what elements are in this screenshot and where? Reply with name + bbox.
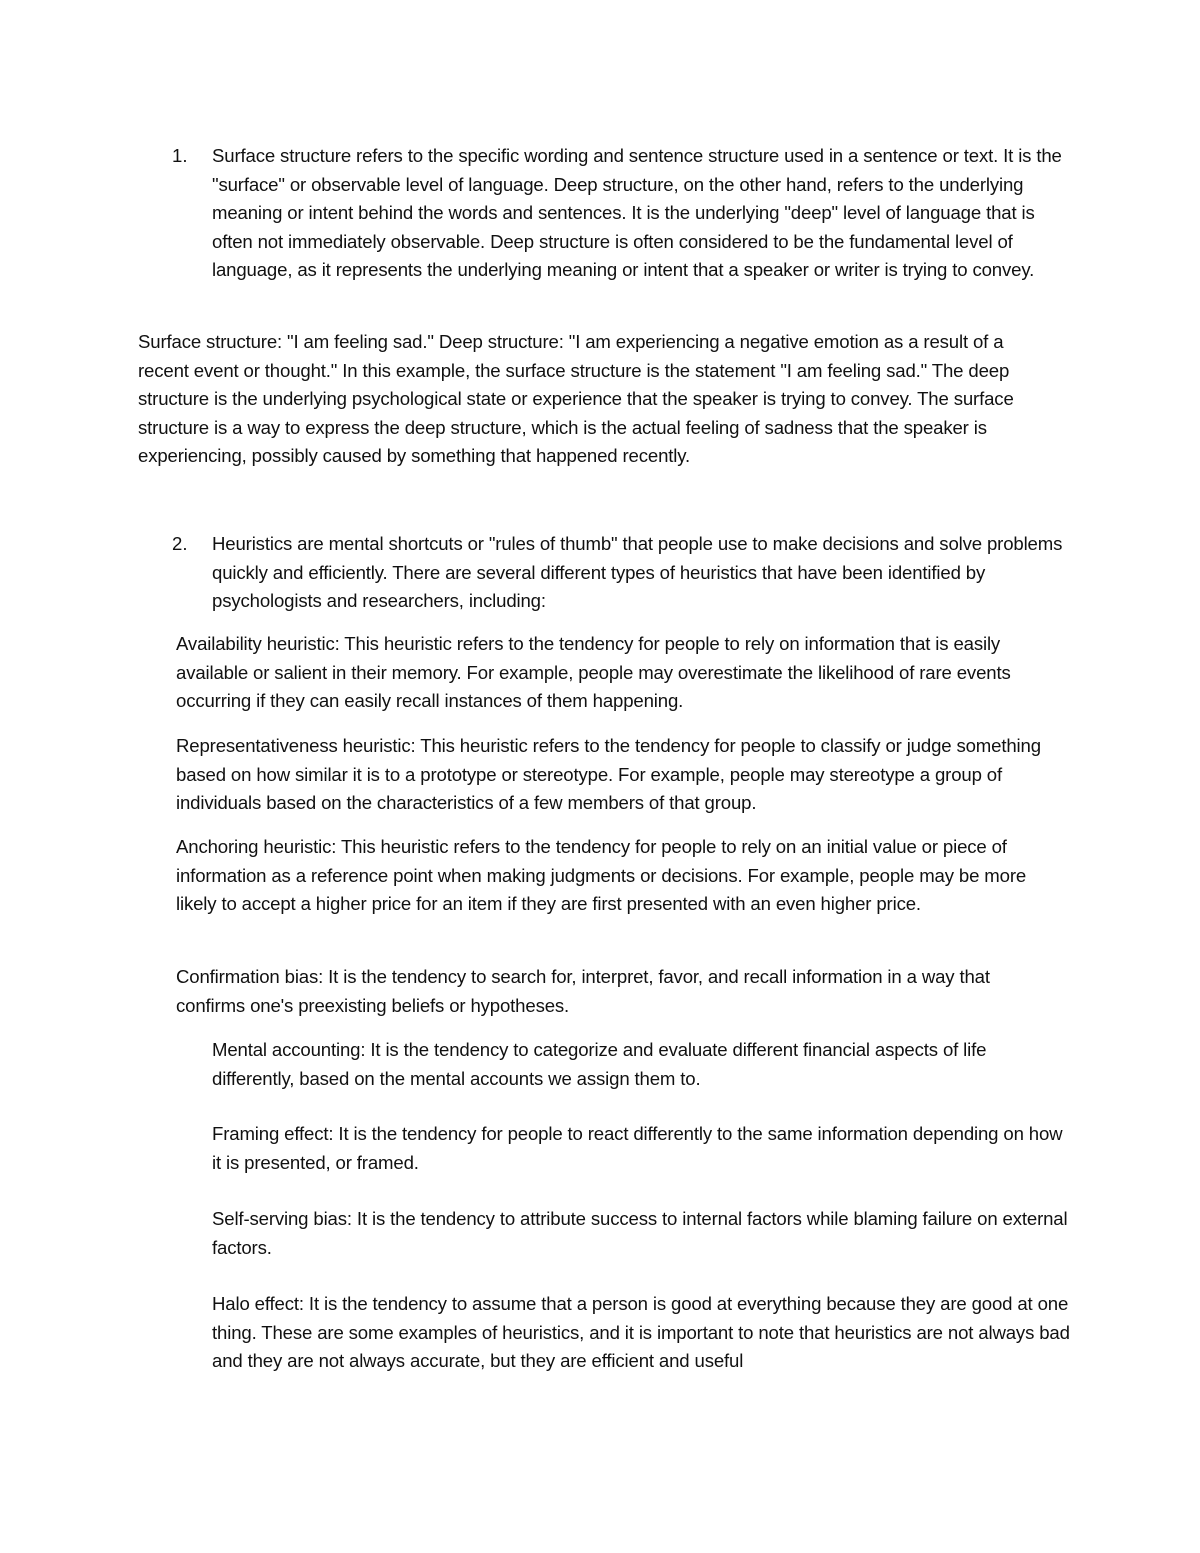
- list-number: 2.: [172, 533, 188, 554]
- list-item-text: Heuristics are mental shortcuts or "rules of thumb" that people use to make decisions and solve problems quickly and efficiently. There are several different types of heuristics that have been identified by psychologists and researchers, including:: [212, 533, 1063, 612]
- representativeness-paragraph: Representativeness heuristic: This heuristic refers to the tendency for people to classify or judge something based on how similar it is to a prototype or stereotype. For example, people may stereotype a group of individuals based on the characteristics of a few members of that group.: [176, 735, 1041, 814]
- example-paragraph: Surface structure: "I am feeling sad." Deep structure: "I am experiencing a negative emotion as a result of a recent event or thought." In this example, the surface structure is the statement "I am feeling sad." The deep structure is the underlying psychological state or experience that the speaker is trying to convey. The surface structure is a way to express the deep structure, which is the actual feeling of sadness that the speaker is experiencing, possibly caused by something that happened recently.: [138, 331, 1014, 467]
- list-item-text: Surface structure refers to the specific wording and sentence structure used in a sentence or text. It is the "surface" or observable level of language. Deep structure, on the other hand, refers to the underlying meaning or intent behind the words and sentences. It is the underlying "deep" level of language that is often not immediately observable. Deep structure is often considered to be the fundamental level of language, as it represents the underlying meaning or intent that a speaker or writer is trying to convey.: [212, 145, 1062, 281]
- list-item-1: [172, 142, 1072, 285]
- halo-paragraph: Halo effect: It is the tendency to assume that a person is good at everything because they are good at one thing. These are some examples of heuristics, and it is important to note that heuristics are not always bad and they are not always accurate, but they are efficient and useful: [212, 1293, 1070, 1372]
- availability-paragraph: Availability heuristic: This heuristic refers to the tendency for people to rely on information that is easily available or salient in their memory. For example, people may overestimate the likelihood of rare events occurring if they can easily recall instances of them happening.: [176, 633, 1011, 712]
- mental-accounting-paragraph: Mental accounting: It is the tendency to categorize and evaluate different financial aspects of life differently, based on the mental accounts we assign them to.: [212, 1039, 987, 1089]
- list-item-2: [172, 530, 1072, 616]
- framing-paragraph: Framing effect: It is the tendency for people to react differently to the same information depending on how it is presented, or framed.: [212, 1123, 1063, 1173]
- anchoring-paragraph: Anchoring heuristic: This heuristic refers to the tendency for people to rely on an initial value or piece of information as a reference point when making judgments or decisions. For example, people may be more likely to accept a higher price for an item if they are first presented with an even higher price.: [176, 836, 1027, 915]
- confirmation-paragraph: Confirmation bias: It is the tendency to search for, interpret, favor, and recall information in a way that confirms one's preexisting beliefs or hypotheses.: [176, 966, 990, 1016]
- self-serving-paragraph: Self-serving bias: It is the tendency to attribute success to internal factors while blaming failure on external factors.: [212, 1208, 1068, 1258]
- list-number: 1.: [172, 145, 188, 166]
